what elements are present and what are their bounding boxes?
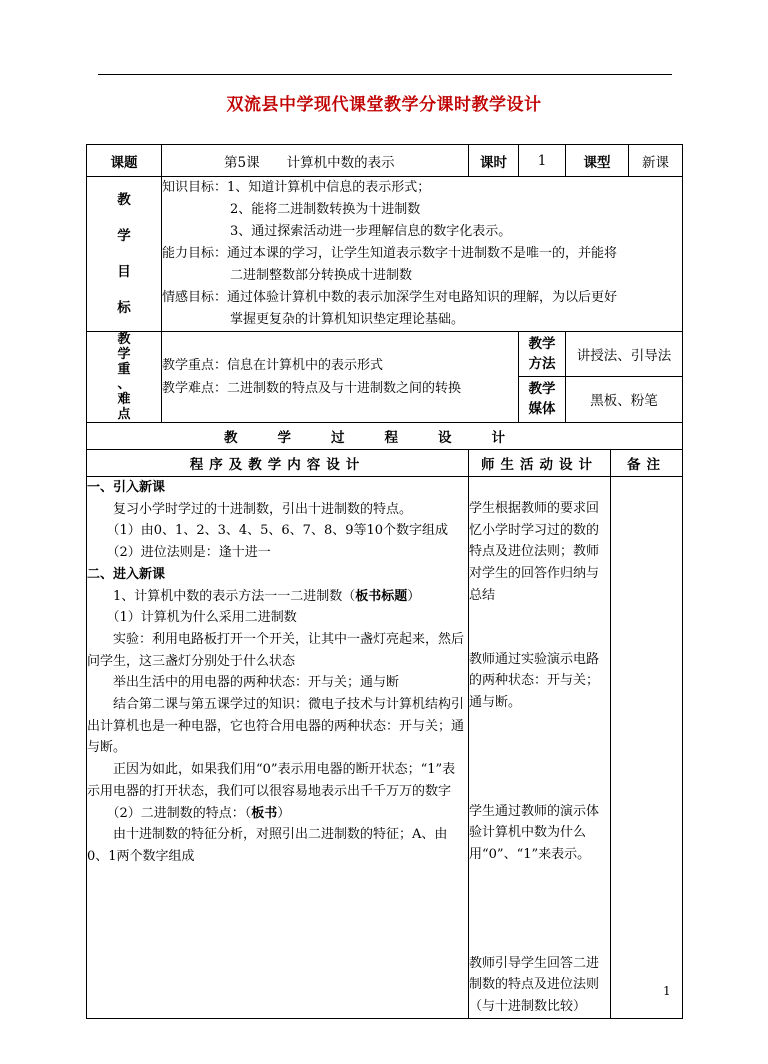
goal-line: 知识目标：1、知道计算机中信息的表示形式；	[162, 180, 431, 195]
keys-label-char: 学	[117, 347, 131, 362]
content-text: 1、计算机中数的表示方法一一二进制数（	[113, 588, 356, 604]
type-label: 课型	[566, 145, 629, 177]
method-label: 教学方法	[519, 332, 566, 377]
content-paragraph	[87, 803, 468, 825]
process-col-activities: 师生活动设计	[469, 450, 611, 477]
board-note: 板书标题	[355, 588, 408, 604]
content-paragraph: 复习小学时学过的十进制数，引出十进制数的特点。	[113, 501, 413, 517]
goal-line: 3、通过探索活动进一步理解信息的数字化表示。	[230, 224, 512, 239]
goal-line: 2、能将二进制数转换为十进制数	[230, 202, 421, 217]
keys-label-char: 重	[117, 362, 131, 377]
content-paragraph: 结合第二课与第五课学过的知识：微电子技术与计算机结构引出计算机也是一种电器，它也符合用电器的两种状态：开与关；通与断。	[87, 697, 465, 756]
keys-content	[162, 332, 519, 423]
content-text: ）	[407, 588, 421, 604]
process-heading-row	[87, 423, 683, 450]
type-value: 新课	[629, 145, 683, 177]
topic-value: 第5课 计算机中数的表示	[162, 145, 469, 177]
process-columns-row	[87, 450, 683, 477]
goals-label	[87, 177, 162, 332]
method-value: 讲授法、引导法	[566, 332, 683, 377]
content-paragraph: （1）计算机为什么采用二进制数	[106, 610, 297, 626]
media-value: 黑板、粉笔	[566, 376, 683, 422]
content-text: （2）二进制数的特点：（	[106, 805, 252, 821]
goals-label-char: 标	[117, 300, 131, 316]
process-heading: 教学过程设计	[87, 423, 683, 450]
activity-paragraph: 教师通过实验演示电路的两种状态：开与关；通与断。	[469, 651, 600, 710]
goals-label-char: 目	[117, 264, 131, 280]
keys-label-char: 难	[117, 392, 131, 407]
content-paragraph	[87, 586, 468, 608]
content-paragraph: 举出生活中的用电器的两种状态：开与关；通与断	[113, 675, 400, 691]
content-paragraph: （2）进位法则是：逢十进一	[106, 545, 271, 561]
media-label: 教学媒体	[519, 376, 566, 422]
keys-row	[87, 332, 683, 377]
process-body-row	[87, 477, 683, 1019]
teaching-content	[87, 477, 469, 1019]
hours-label: 课时	[469, 145, 519, 177]
page-title: 双流县中学现代课堂教学分课时教学设计	[226, 95, 542, 115]
content-paragraph: 由十进制数的特征分析，对照引出二进制数的特征；A、由0、1两个数字组成	[87, 827, 448, 864]
notes-content	[611, 477, 683, 1019]
section-heading: 二、进入新课	[87, 566, 166, 582]
topic-row	[87, 145, 683, 177]
goals-label-char: 学	[117, 228, 131, 244]
goals-label-char: 教	[117, 192, 131, 208]
content-paragraph: 正因为如此，如果我们用“0”表示用电器的断开状态；“1”表示用电器的打开状态，我们可以很容易地表示出千千万万的数字	[87, 762, 456, 799]
process-col-notes: 备注	[611, 450, 683, 477]
keys-label-char: 教	[117, 332, 131, 347]
hours-value: 1	[519, 145, 566, 177]
content-paragraph: （1）由0、1、2、3、4、5、6、7、8、9等10个数字组成	[106, 523, 449, 539]
content-text: ）	[277, 805, 291, 821]
page-number: 1	[663, 984, 671, 998]
keys-label	[87, 332, 162, 423]
activity-paragraph: 学生根据教师的要求回忆小学时学习过的数的特点及进位法则；教师对学生的回答作归纳与总结	[469, 501, 600, 603]
goals-row	[87, 177, 683, 332]
lesson-plan-table	[86, 144, 683, 1019]
header-rule	[98, 74, 672, 75]
activity-paragraph: 学生通过教师的演示体验计算机中数为什么用“0”、“1”来表示。	[469, 803, 600, 863]
goals-content	[162, 177, 683, 332]
goal-line: 能力目标：通过本课的学习，让学生知道表示数字十进制数不是唯一的，并能将	[162, 246, 618, 261]
key-difficulty: 教学难点：二进制数的特点及与十进制数之间的转换	[162, 381, 462, 396]
topic-label: 课题	[87, 145, 162, 177]
board-note: 板书	[251, 805, 278, 821]
goal-line: 二进制整数部分转换成十进制数	[230, 268, 413, 283]
goal-line: 情感目标：通过体验计算机中数的表示加深学生对电路知识的理解，为以后更好	[162, 290, 618, 305]
keys-label-char: 、	[117, 377, 131, 392]
activities-content	[469, 477, 611, 1019]
goal-line: 掌握更复杂的计算机知识垫定理论基础。	[230, 312, 465, 327]
key-focus: 教学重点：信息在计算机中的表示形式	[162, 358, 384, 373]
process-col-content: 程序及教学内容设计	[87, 450, 469, 477]
keys-label-char: 点	[117, 407, 131, 422]
content-paragraph: 实验：利用电路板打开一个开关，让其中一盏灯亮起来，然后问学生，这三盏灯分别处于什么状态	[87, 631, 465, 669]
section-heading: 一、引入新课	[87, 480, 166, 495]
activity-paragraph: 教师引导学生回答二进制数的特点及进位法则（与十进制数比较）	[469, 955, 600, 1015]
